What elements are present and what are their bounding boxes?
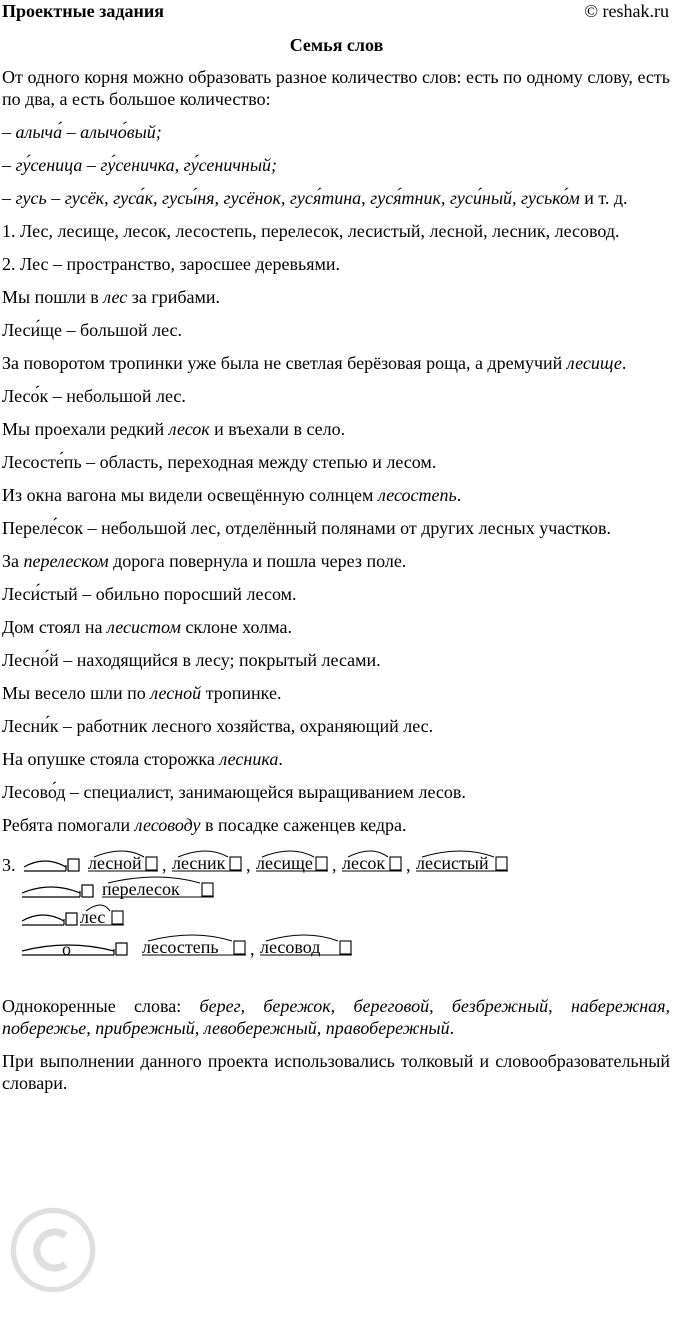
- scheme-word: лесок: [342, 853, 386, 873]
- entry-line: За поворотом тропинки уже была не светлая берёзовая роща, а дремучий лесище.: [2, 353, 627, 373]
- entry-line: Из окна вагона мы видели освещённую солнцем лесостепь.: [2, 485, 462, 505]
- scheme-separator: ,: [332, 855, 337, 875]
- entry-line: Лесово́д – специалист, занимающейся выращиванием лесов.: [2, 782, 466, 802]
- entry-line: Леси́стый – обильно поросший лесом.: [2, 584, 297, 604]
- page-title: Семья слов: [289, 35, 384, 55]
- word-ending-box: [202, 883, 213, 896]
- entry-line: За перелеском дорога повернула и пошла через поле.: [2, 551, 407, 571]
- scheme-separator: ,: [246, 855, 251, 875]
- scheme-number: 3.: [2, 855, 16, 875]
- ending-box: [68, 859, 79, 871]
- scheme-separator: ,: [406, 855, 411, 875]
- entry-line: Леси́ще – большой лес.: [2, 320, 183, 340]
- entry-line: Переле́сок – небольшой лес, отделённый полянами от других лесных участков.: [2, 518, 612, 538]
- word-ending-box: [340, 941, 351, 954]
- entry-line: Мы пошли в лес за грибами.: [2, 287, 221, 307]
- word-formation-diagram: [2, 847, 562, 977]
- scheme-word: лес: [80, 907, 106, 927]
- entry-line: Лесо́к – небольшой лес.: [2, 386, 186, 406]
- entry-line: Лесни́к – работник лесного хозяйства, охраняющий лес.: [2, 716, 434, 736]
- example-line: – гусь – гусёк, гуса́к, гусы́ня, гусёнок, гуся́тина, гуся́тник, гуси́ный, гусько́м и т. д.: [2, 188, 628, 208]
- scheme-word: лесной: [88, 853, 142, 873]
- watermark-logo: [8, 1205, 98, 1295]
- root-arc: [24, 861, 66, 867]
- site-credit: © reshak.ru: [584, 1, 669, 21]
- word-ending-box: [146, 857, 157, 870]
- scheme-word: лесовод: [260, 937, 321, 957]
- scheme-connector: о: [62, 939, 71, 959]
- root-arc: [22, 915, 64, 921]
- intro-paragraph: От одного корня можно образовать разное количество слов: есть по одному слову, есть по два, а есть большое количество:: [2, 67, 670, 109]
- example-line: – алыча́ – алычо́вый;: [2, 122, 162, 142]
- scheme-separator: ,: [162, 855, 167, 875]
- entry-line: Ребята помогали лесоводу в посадке саженцев кедра.: [2, 815, 407, 835]
- scheme-word: перелесок: [102, 879, 180, 899]
- entry-line: Мы проехали редкий лесок и въехали в село.: [2, 419, 346, 439]
- entries-list: [2, 286, 670, 836]
- scheme-word: лесище: [256, 853, 313, 873]
- document-body: [2, 66, 670, 1105]
- entry-line: Мы весело шли по лесной тропинке.: [2, 683, 282, 703]
- word-ending-box: [112, 911, 123, 924]
- word-ending-box: [496, 857, 507, 870]
- word-ending-box: [230, 857, 241, 870]
- ending-box: [116, 943, 127, 955]
- item-1: 1. Лес, лесище, лесок, лесостепь, перелесок, лесистый, лесной, лесник, лесовод.: [2, 221, 620, 241]
- cognates-paragraph: Однокоренные слова: берег, бережок, береговой, безбрежный, набережная, побережье, прибрежный, левобережный, правобережный.: [2, 996, 670, 1038]
- ending-box: [82, 885, 93, 897]
- ending-box: [66, 913, 77, 925]
- entry-line: Лесно́й – находящийся в лесу; покрытый лесами.: [2, 650, 381, 670]
- morpheme-scheme: [2, 847, 670, 977]
- word-ending-box: [390, 857, 401, 870]
- scheme-separator: ,: [250, 939, 255, 959]
- scheme-word: лесистый: [416, 853, 489, 873]
- word-ending-box: [234, 941, 245, 954]
- root-arc: [22, 887, 80, 893]
- section-label: Проектные задания: [2, 1, 164, 21]
- entry-line: На опушке стояла сторожка лесника.: [2, 749, 283, 769]
- example-line: – гу́сеница – гу́сеничка, гу́сеничный;: [2, 155, 278, 175]
- word-ending-box: [316, 857, 327, 870]
- entry-line: Лесосте́пь – область, переходная между степью и лесом.: [2, 452, 437, 472]
- conclusion-paragraph: При выполнении данного проекта использовались толковый и словообразовательный словари.: [2, 1051, 670, 1093]
- item-2: 2. Лес – пространство, заросшее деревьями.: [2, 254, 341, 274]
- entry-line: Дом стоял на лесистом склоне холма.: [2, 617, 292, 637]
- scheme-word: лесник: [172, 853, 226, 873]
- page-header: [0, 0, 673, 26]
- scheme-word: лесостепь: [142, 937, 219, 957]
